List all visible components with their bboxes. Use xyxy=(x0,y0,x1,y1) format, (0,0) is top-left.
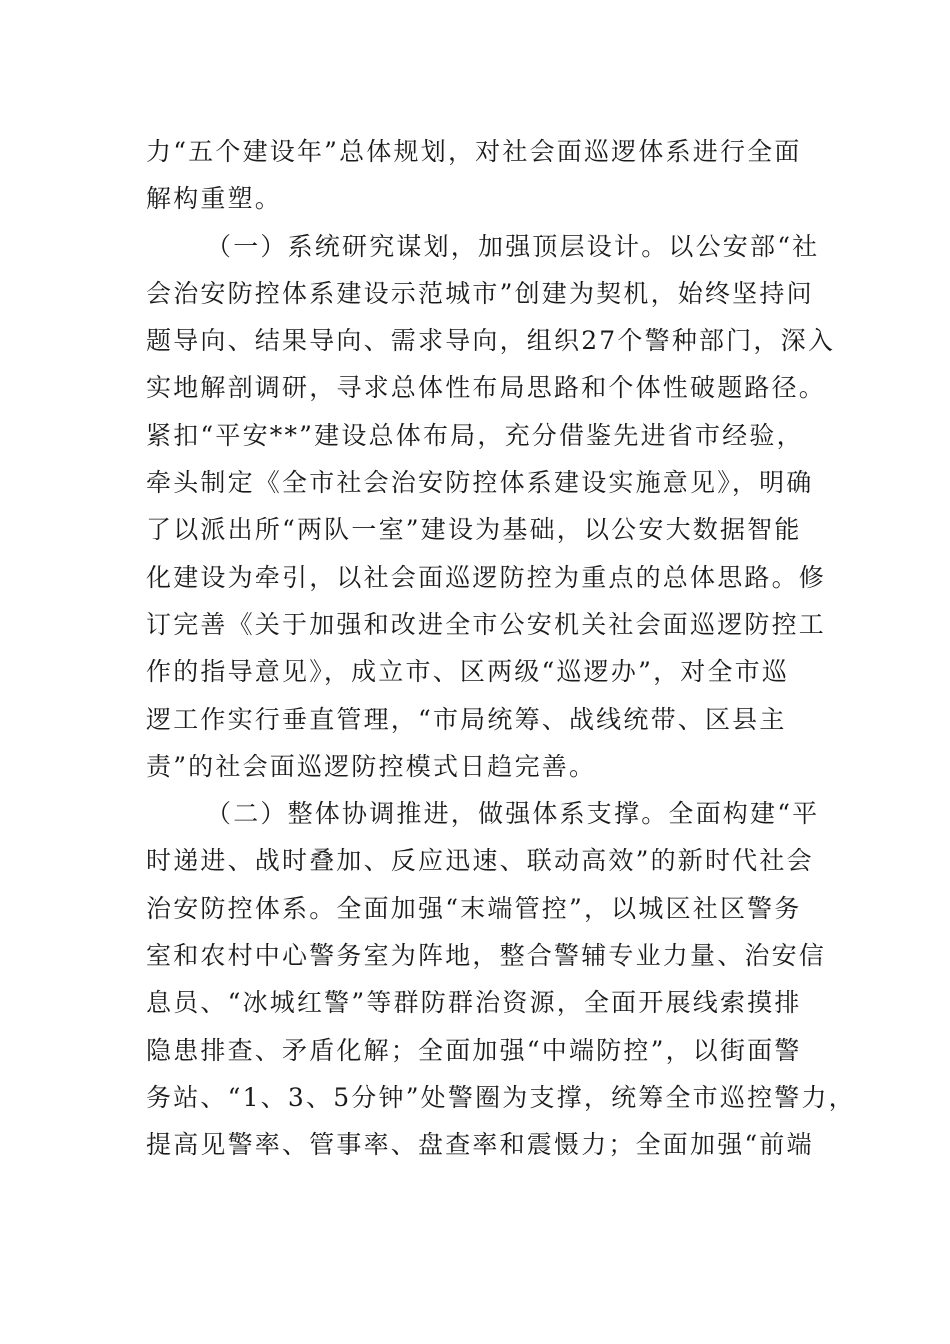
section-heading-line: （一）系统研究谋划，加强顶层设计。以公安部“社 xyxy=(206,231,820,261)
text-line: 了以派出所“两队一室”建设为基础，以公安大数据智能 xyxy=(146,515,802,545)
text-line: 会治安防控体系建设示范城市”创建为契机，始终坚持问 xyxy=(146,278,814,308)
text-line: 时递进、战时叠加、反应迅速、联动高效”的新时代社会 xyxy=(146,846,814,876)
text-line: 责”的社会面巡逻防控模式日趋完善。 xyxy=(146,751,597,781)
text-line: 实地解剖调研，寻求总体性布局思路和个体性破题路径。 xyxy=(146,373,827,403)
text-line: 解构重塑。 xyxy=(146,184,283,214)
text-line: 室和农村中心警务室为阵地，整合警辅专业力量、治安信 xyxy=(146,941,827,971)
text-line: 化建设为牵引，以社会面巡逻防控为重点的总体思路。修 xyxy=(146,562,827,592)
text-line: 务站、“1、3、5分钟”处警圈为支撑，统筹全市巡控警力， xyxy=(146,1082,856,1112)
text-line: 逻工作实行垂直管理，“市局统筹、战线统带、区县主 xyxy=(146,704,787,734)
text-line: 治安防控体系。全面加强“末端管控”，以城区社区警务 xyxy=(146,893,802,923)
text-line: 订完善《关于加强和改进全市公安机关社会面巡逻防控工 xyxy=(146,609,827,639)
text-line: 题导向、结果导向、需求导向，组织27个警种部门，深入 xyxy=(146,326,836,356)
text-line: 隐患排查、矛盾化解；全面加强“中端防控”，以街面警 xyxy=(146,1035,802,1065)
body-text xyxy=(146,128,856,1169)
text-line: 紧扣“平安**”建设总体布局，充分借鉴先进省市经验， xyxy=(146,420,804,450)
section-heading-line: （二）整体协调推进，做强体系支撑。全面构建“平 xyxy=(206,799,820,829)
text-line: 作的指导意见》，成立市、区两级“巡逻办”，对全市巡 xyxy=(146,657,790,687)
text-line: 息员、“冰城红警”等群防群治资源，全面开展线索摸排 xyxy=(146,988,802,1018)
text-line: 力“五个建设年”总体规划，对社会面巡逻体系进行全面 xyxy=(146,137,802,166)
text-line: 提高见警率、管事率、盘查率和震慑力；全面加强“前端 xyxy=(146,1130,814,1160)
text-line: 牵头制定《全市社会治安防控体系建设实施意见》，明确 xyxy=(146,468,814,498)
